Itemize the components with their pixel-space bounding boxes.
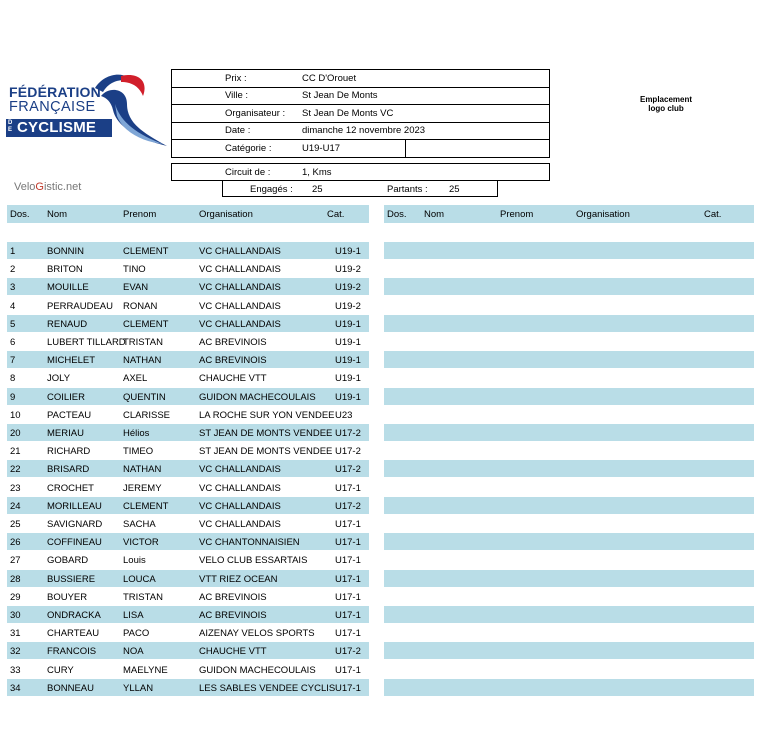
header-prenom-right: Prenom (500, 209, 534, 220)
cell-prenom: LOUCA (123, 574, 156, 585)
empty-row-right (384, 497, 754, 514)
cell-organisation: GUIDON MACHECOULAIS (199, 392, 316, 403)
table-row (7, 388, 369, 405)
cell-cat: U17-1 (335, 683, 361, 694)
cell-nom: CHARTEAU (47, 628, 100, 639)
prix-value: CC D'Orouet (302, 73, 357, 84)
cell-dos: 22 (10, 464, 21, 475)
cell-cat: U19-1 (335, 337, 361, 348)
cell-cat: U17-2 (335, 446, 361, 457)
header-cat-right: Cat. (704, 209, 722, 220)
cell-dos: 24 (10, 501, 21, 512)
cell-organisation: AIZENAY VELOS SPORTS (199, 628, 315, 639)
cell-organisation: VC CHALLANDAIS (199, 519, 281, 530)
empty-row-right (384, 588, 754, 605)
cell-prenom: QUENTIN (123, 392, 166, 403)
empty-row-right (384, 406, 754, 423)
cell-nom: BUSSIERE (47, 574, 96, 585)
empty-row-right (384, 515, 754, 532)
cell-dos: 4 (10, 301, 16, 312)
empty-row-right (384, 297, 754, 314)
table-row (7, 460, 369, 477)
logo-line-francaise: FRANÇAISE (9, 99, 96, 115)
cell-prenom: CLEMENT (123, 319, 169, 330)
table-row (7, 497, 369, 514)
cell-organisation: VC CHALLANDAIS (199, 301, 281, 312)
empty-row-right (384, 624, 754, 641)
info-row-categorie (172, 140, 549, 157)
logo-prefix-de: DE (8, 120, 13, 133)
table-row (7, 642, 369, 659)
cell-cat: U17-1 (335, 665, 361, 676)
empty-row-right (384, 479, 754, 496)
cell-cat: U17-1 (335, 610, 361, 621)
cell-dos: 21 (10, 446, 21, 457)
empty-row-right (384, 351, 754, 368)
cell-nom: MERIAU (47, 428, 84, 439)
empty-row-right (384, 570, 754, 587)
cell-nom: CURY (47, 665, 74, 676)
cell-nom: BOUYER (47, 592, 88, 603)
club-logo-placeholder (625, 95, 707, 113)
cell-cat: U17-2 (335, 464, 361, 475)
table-row (7, 369, 369, 386)
table-row (7, 515, 369, 532)
cell-dos: 10 (10, 410, 21, 421)
table-row (7, 624, 369, 641)
cell-organisation: VC CHALLANDAIS (199, 501, 281, 512)
engages-value: 25 (312, 184, 323, 195)
header-organisation: Organisation (199, 209, 253, 220)
cell-organisation: VC CHALLANDAIS (199, 282, 281, 293)
info-row-prix (172, 70, 549, 88)
cell-prenom: Louis (123, 555, 146, 566)
table-row (7, 351, 369, 368)
cell-organisation: CHAUCHE VTT (199, 646, 267, 657)
cell-cat: U17-1 (335, 483, 361, 494)
cell-cat: U19-1 (335, 319, 361, 330)
cell-nom: BRISARD (47, 464, 90, 475)
table-header-right (384, 205, 754, 223)
cell-organisation: ST JEAN DE MONTS VENDEE (199, 428, 333, 439)
cell-prenom: NATHAN (123, 355, 162, 366)
cell-prenom: TRISTAN (123, 592, 163, 603)
cell-nom: PACTEAU (47, 410, 92, 421)
table-row (7, 406, 369, 423)
cell-dos: 8 (10, 373, 16, 384)
table-header-left (7, 205, 369, 223)
ffc-logo (6, 70, 168, 152)
table-row (7, 679, 369, 696)
cell-dos: 2 (10, 264, 16, 275)
cell-prenom: TRISTAN (123, 337, 163, 348)
cell-prenom: Hélios (123, 428, 150, 439)
cell-dos: 27 (10, 555, 21, 566)
cell-cat: U23 (335, 410, 353, 421)
cell-nom: RICHARD (47, 446, 91, 457)
cell-cat: U17-1 (335, 519, 361, 530)
cell-cat: U17-2 (335, 428, 361, 439)
info-row-ville (172, 87, 549, 105)
cell-prenom: AXEL (123, 373, 148, 384)
cell-nom: ONDRACKA (47, 610, 101, 621)
cell-prenom: VICTOR (123, 537, 159, 548)
empty-row-right (384, 278, 754, 295)
cell-cat: U19-2 (335, 301, 361, 312)
empty-row-right (384, 333, 754, 350)
cell-organisation: AC BREVINOIS (199, 337, 267, 348)
emplacement-line1: Emplacement (639, 95, 693, 104)
cell-prenom: JEREMY (123, 483, 162, 494)
cell-organisation: VC CHANTONNAISIEN (199, 537, 300, 548)
header-cat: Cat. (327, 209, 345, 220)
table-row (7, 260, 369, 277)
cell-cat: U17-2 (335, 501, 361, 512)
cell-prenom: NATHAN (123, 464, 162, 475)
cell-organisation: VC CHALLANDAIS (199, 319, 281, 330)
table-row (7, 570, 369, 587)
cell-dos: 20 (10, 428, 21, 439)
header-nom-right: Nom (424, 209, 445, 220)
table-row (7, 442, 369, 459)
cell-prenom: YLLAN (123, 683, 154, 694)
cell-nom: COFFINEAU (47, 537, 102, 548)
cell-cat: U19-2 (335, 264, 361, 275)
table-row (7, 533, 369, 550)
cell-prenom: SACHA (123, 519, 156, 530)
cell-dos: 7 (10, 355, 16, 366)
cell-prenom: NOA (123, 646, 144, 657)
cell-nom: PERRAUDEAU (47, 301, 113, 312)
table-row (7, 661, 369, 678)
brand-g: G (35, 181, 44, 193)
cell-prenom: CLEMENT (123, 501, 169, 512)
cell-prenom: EVAN (123, 282, 149, 293)
cell-nom: CROCHET (47, 483, 94, 494)
table-row (7, 242, 369, 259)
empty-row-right (384, 424, 754, 441)
cell-organisation: VC CHALLANDAIS (199, 264, 281, 275)
cell-prenom: MAELYNE (123, 665, 168, 676)
engages-box (222, 180, 498, 197)
circuit-label: Circuit de : (225, 167, 271, 178)
info-row-organisateur (172, 105, 549, 123)
cell-organisation: GUIDON MACHECOULAIS (199, 665, 316, 676)
cell-dos: 3 (10, 282, 16, 293)
empty-row-right (384, 388, 754, 405)
table-row (7, 333, 369, 350)
logo-line-federation: FÉDÉRATION (9, 84, 101, 100)
cell-nom: GOBARD (47, 555, 89, 566)
partants-value: 25 (449, 184, 460, 195)
cell-organisation: AC BREVINOIS (199, 592, 267, 603)
ville-label: Ville : (225, 90, 249, 101)
race-info-box (171, 69, 550, 158)
cell-dos: 28 (10, 574, 21, 585)
header-nom: Nom (47, 209, 68, 220)
cell-cat: U19-1 (335, 246, 361, 257)
empty-row-right (384, 260, 754, 277)
categorie-label: Catégorie : (225, 143, 272, 154)
cell-dos: 1 (10, 246, 16, 257)
cell-organisation: AC BREVINOIS (199, 355, 267, 366)
empty-row-right (384, 369, 754, 386)
cell-nom: SAVIGNARD (47, 519, 103, 530)
cell-dos: 29 (10, 592, 21, 603)
cell-cat: U19-1 (335, 373, 361, 384)
cell-prenom: CLARISSE (123, 410, 170, 421)
cell-cat: U19-1 (335, 355, 361, 366)
date-label: Date : (225, 125, 251, 136)
table-row (7, 606, 369, 623)
cell-nom: FRANCOIS (47, 646, 97, 657)
cell-cat: U17-1 (335, 592, 361, 603)
info-row-date (172, 122, 549, 140)
cell-organisation: AC BREVINOIS (199, 610, 267, 621)
cell-dos: 6 (10, 337, 16, 348)
empty-row-right (384, 242, 754, 259)
table-row (7, 278, 369, 295)
cell-prenom: TINO (123, 264, 146, 275)
header-dos-right: Dos. (387, 209, 407, 220)
categorie-value: U19-U17 (302, 143, 341, 154)
cell-cat: U17-2 (335, 646, 361, 657)
cell-organisation: LA ROCHE SUR YON VENDEE (199, 410, 335, 421)
velogistic-brand (14, 181, 81, 193)
empty-row-right (384, 315, 754, 332)
cell-prenom: TIMEO (123, 446, 154, 457)
cell-dos: 33 (10, 665, 21, 676)
cell-organisation: VC CHALLANDAIS (199, 246, 281, 257)
cell-dos: 26 (10, 537, 21, 548)
cell-cat: U17-1 (335, 628, 361, 639)
cell-dos: 30 (10, 610, 21, 621)
cyclist-swoosh-icon (91, 70, 171, 152)
cell-nom: BONNIN (47, 246, 84, 257)
partants-label: Partants : (387, 184, 428, 195)
cell-organisation: VC CHALLANDAIS (199, 464, 281, 475)
empty-row-right (384, 551, 754, 568)
brand-post: istic.net (43, 181, 82, 193)
circuit-value: 1, Kms (302, 167, 332, 178)
cell-nom: MICHELET (47, 355, 96, 366)
header-dos: Dos. (10, 209, 30, 220)
organisateur-value: St Jean De Monts VC (302, 108, 394, 119)
cell-organisation: CHAUCHE VTT (199, 373, 267, 384)
cell-prenom: CLEMENT (123, 246, 169, 257)
header-prenom: Prenom (123, 209, 157, 220)
circuit-box (171, 163, 550, 181)
cell-dos: 31 (10, 628, 21, 639)
empty-row-right (384, 642, 754, 659)
cell-nom: MORILLEAU (47, 501, 102, 512)
cell-nom: BRITON (47, 264, 83, 275)
cell-cat: U17-1 (335, 574, 361, 585)
cell-organisation: ST JEAN DE MONTS VENDEE (199, 446, 333, 457)
prix-label: Prix : (225, 73, 247, 84)
cell-dos: 34 (10, 683, 21, 694)
ville-value: St Jean De Monts (302, 90, 378, 101)
cell-nom: LUBERT TILLARD (47, 337, 126, 348)
cell-nom: RENAUD (47, 319, 88, 330)
empty-row-right (384, 460, 754, 477)
organisateur-label: Organisateur : (225, 108, 286, 119)
emplacement-line2: logo club (648, 104, 684, 113)
cell-cat: U19-2 (335, 282, 361, 293)
cell-nom: JOLY (47, 373, 71, 384)
cell-organisation: VELO CLUB ESSARTAIS (199, 555, 308, 566)
cell-prenom: PACO (123, 628, 150, 639)
cell-organisation: VTT RIEZ OCEAN (199, 574, 278, 585)
date-value: dimanche 12 novembre 2023 (302, 125, 426, 136)
table-row (7, 315, 369, 332)
cell-dos: 32 (10, 646, 21, 657)
cell-nom: MOUILLE (47, 282, 89, 293)
cell-organisation: VC CHALLANDAIS (199, 483, 281, 494)
cell-nom: COILIER (47, 392, 86, 403)
empty-row-right (384, 442, 754, 459)
empty-row-right (384, 661, 754, 678)
engages-label: Engagés : (250, 184, 293, 195)
table-row (7, 551, 369, 568)
cell-prenom: RONAN (123, 301, 158, 312)
table-row (7, 424, 369, 441)
cell-cat: U19-1 (335, 392, 361, 403)
cell-cat: U17-1 (335, 537, 361, 548)
brand-pre: Velo (14, 181, 36, 193)
table-row (7, 297, 369, 314)
cell-cat: U17-1 (335, 555, 361, 566)
cell-nom: BONNEAU (47, 683, 94, 694)
empty-row-right (384, 533, 754, 550)
table-row (7, 479, 369, 496)
empty-row-right (384, 606, 754, 623)
header-organisation-right: Organisation (576, 209, 630, 220)
cell-organisation: LES SABLES VENDEE CYCLIS (199, 683, 336, 694)
table-row (7, 588, 369, 605)
cell-dos: 23 (10, 483, 21, 494)
cell-dos: 5 (10, 319, 16, 330)
categorie-divider (405, 140, 406, 158)
empty-row-right (384, 679, 754, 696)
cell-dos: 25 (10, 519, 21, 530)
cell-dos: 9 (10, 392, 16, 403)
logo-line-cyclisme: CYCLISME (17, 119, 97, 136)
cell-prenom: LISA (123, 610, 144, 621)
